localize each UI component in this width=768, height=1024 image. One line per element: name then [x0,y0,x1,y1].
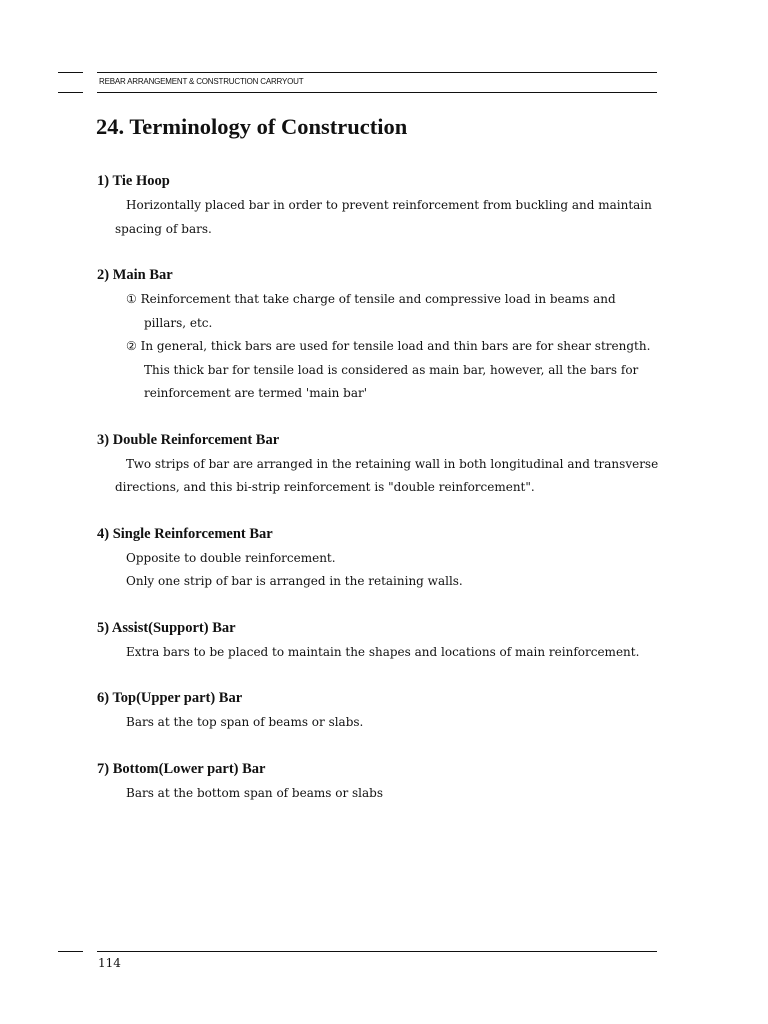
section-heading: 3) Double Reinforcement Bar [97,431,280,448]
item-marker: ① [126,292,137,306]
page-title: 24. Terminology of Construction [96,114,408,139]
header-rule-left-bottom [58,92,83,93]
paragraph-line: Extra bars to be placed to maintain the shapes and locations of main reinforcement. [126,644,640,659]
running-head: REBAR ARRANGEMENT & CONSTRUCTION CARRYOUT [99,77,304,86]
paragraph-line: Two strips of bar are arranged in the retaining wall in both longitudinal and transverse [126,456,659,471]
item-marker: ② [126,339,137,353]
item-text-continued: This thick bar for tensile load is considered as main bar, however, all the bars for [144,362,639,377]
item-text: In general, thick bars are used for tensile load and thin bars are for shear strength. [140,339,651,353]
header-rule-left-top [58,72,83,73]
section-single-reinforcement-bar [97,524,657,594]
section-assist-support-bar [97,618,657,665]
paragraph-line: Only one strip of bar is arranged in the retaining walls. [126,574,463,588]
footer-rule-left [58,951,83,952]
section-heading: 2) Main Bar [97,267,173,283]
section-heading: 7) Bottom(Lower part) Bar [97,760,266,777]
section-bottom-lower-part-bar [97,759,657,806]
item-text-continued: reinforcement are termed 'main bar' [144,386,368,400]
paragraph-line: Horizontally placed bar in order to prevent reinforcement from buckling and maintain [126,198,652,212]
section-top-upper-part-bar [97,688,657,735]
list-item [97,288,657,312]
item-text: Reinforcement that take charge of tensile and compressive load in beams and [140,292,616,306]
header-rule-bottom [97,92,657,93]
paragraph-line: directions, and this bi-strip reinforcement is "double reinforcement". [115,480,535,494]
paragraph-line: Bars at the top span of beams or slabs. [126,715,364,729]
list-item [97,335,657,359]
paragraph-line: spacing of bars. [115,221,212,236]
header-rule-top [97,72,657,73]
footer-rule [97,951,657,952]
section-main-bar [97,265,657,406]
section-heading: 1) Tie Hoop [97,173,170,189]
paragraph-line: Opposite to double reinforcement. [126,550,336,565]
section-heading: 6) Top(Upper part) Bar [97,690,243,706]
page-number: 114 [98,956,121,970]
document-body [97,171,657,829]
section-heading: 5) Assist(Support) Bar [97,619,236,636]
paragraph-line: Bars at the bottom span of beams or slabs [126,785,383,800]
section-heading: 4) Single Reinforcement Bar [97,525,273,542]
section-double-reinforcement-bar [97,430,657,500]
item-text-continued: pillars, etc. [144,315,213,330]
section-tie-hoop [97,171,657,241]
